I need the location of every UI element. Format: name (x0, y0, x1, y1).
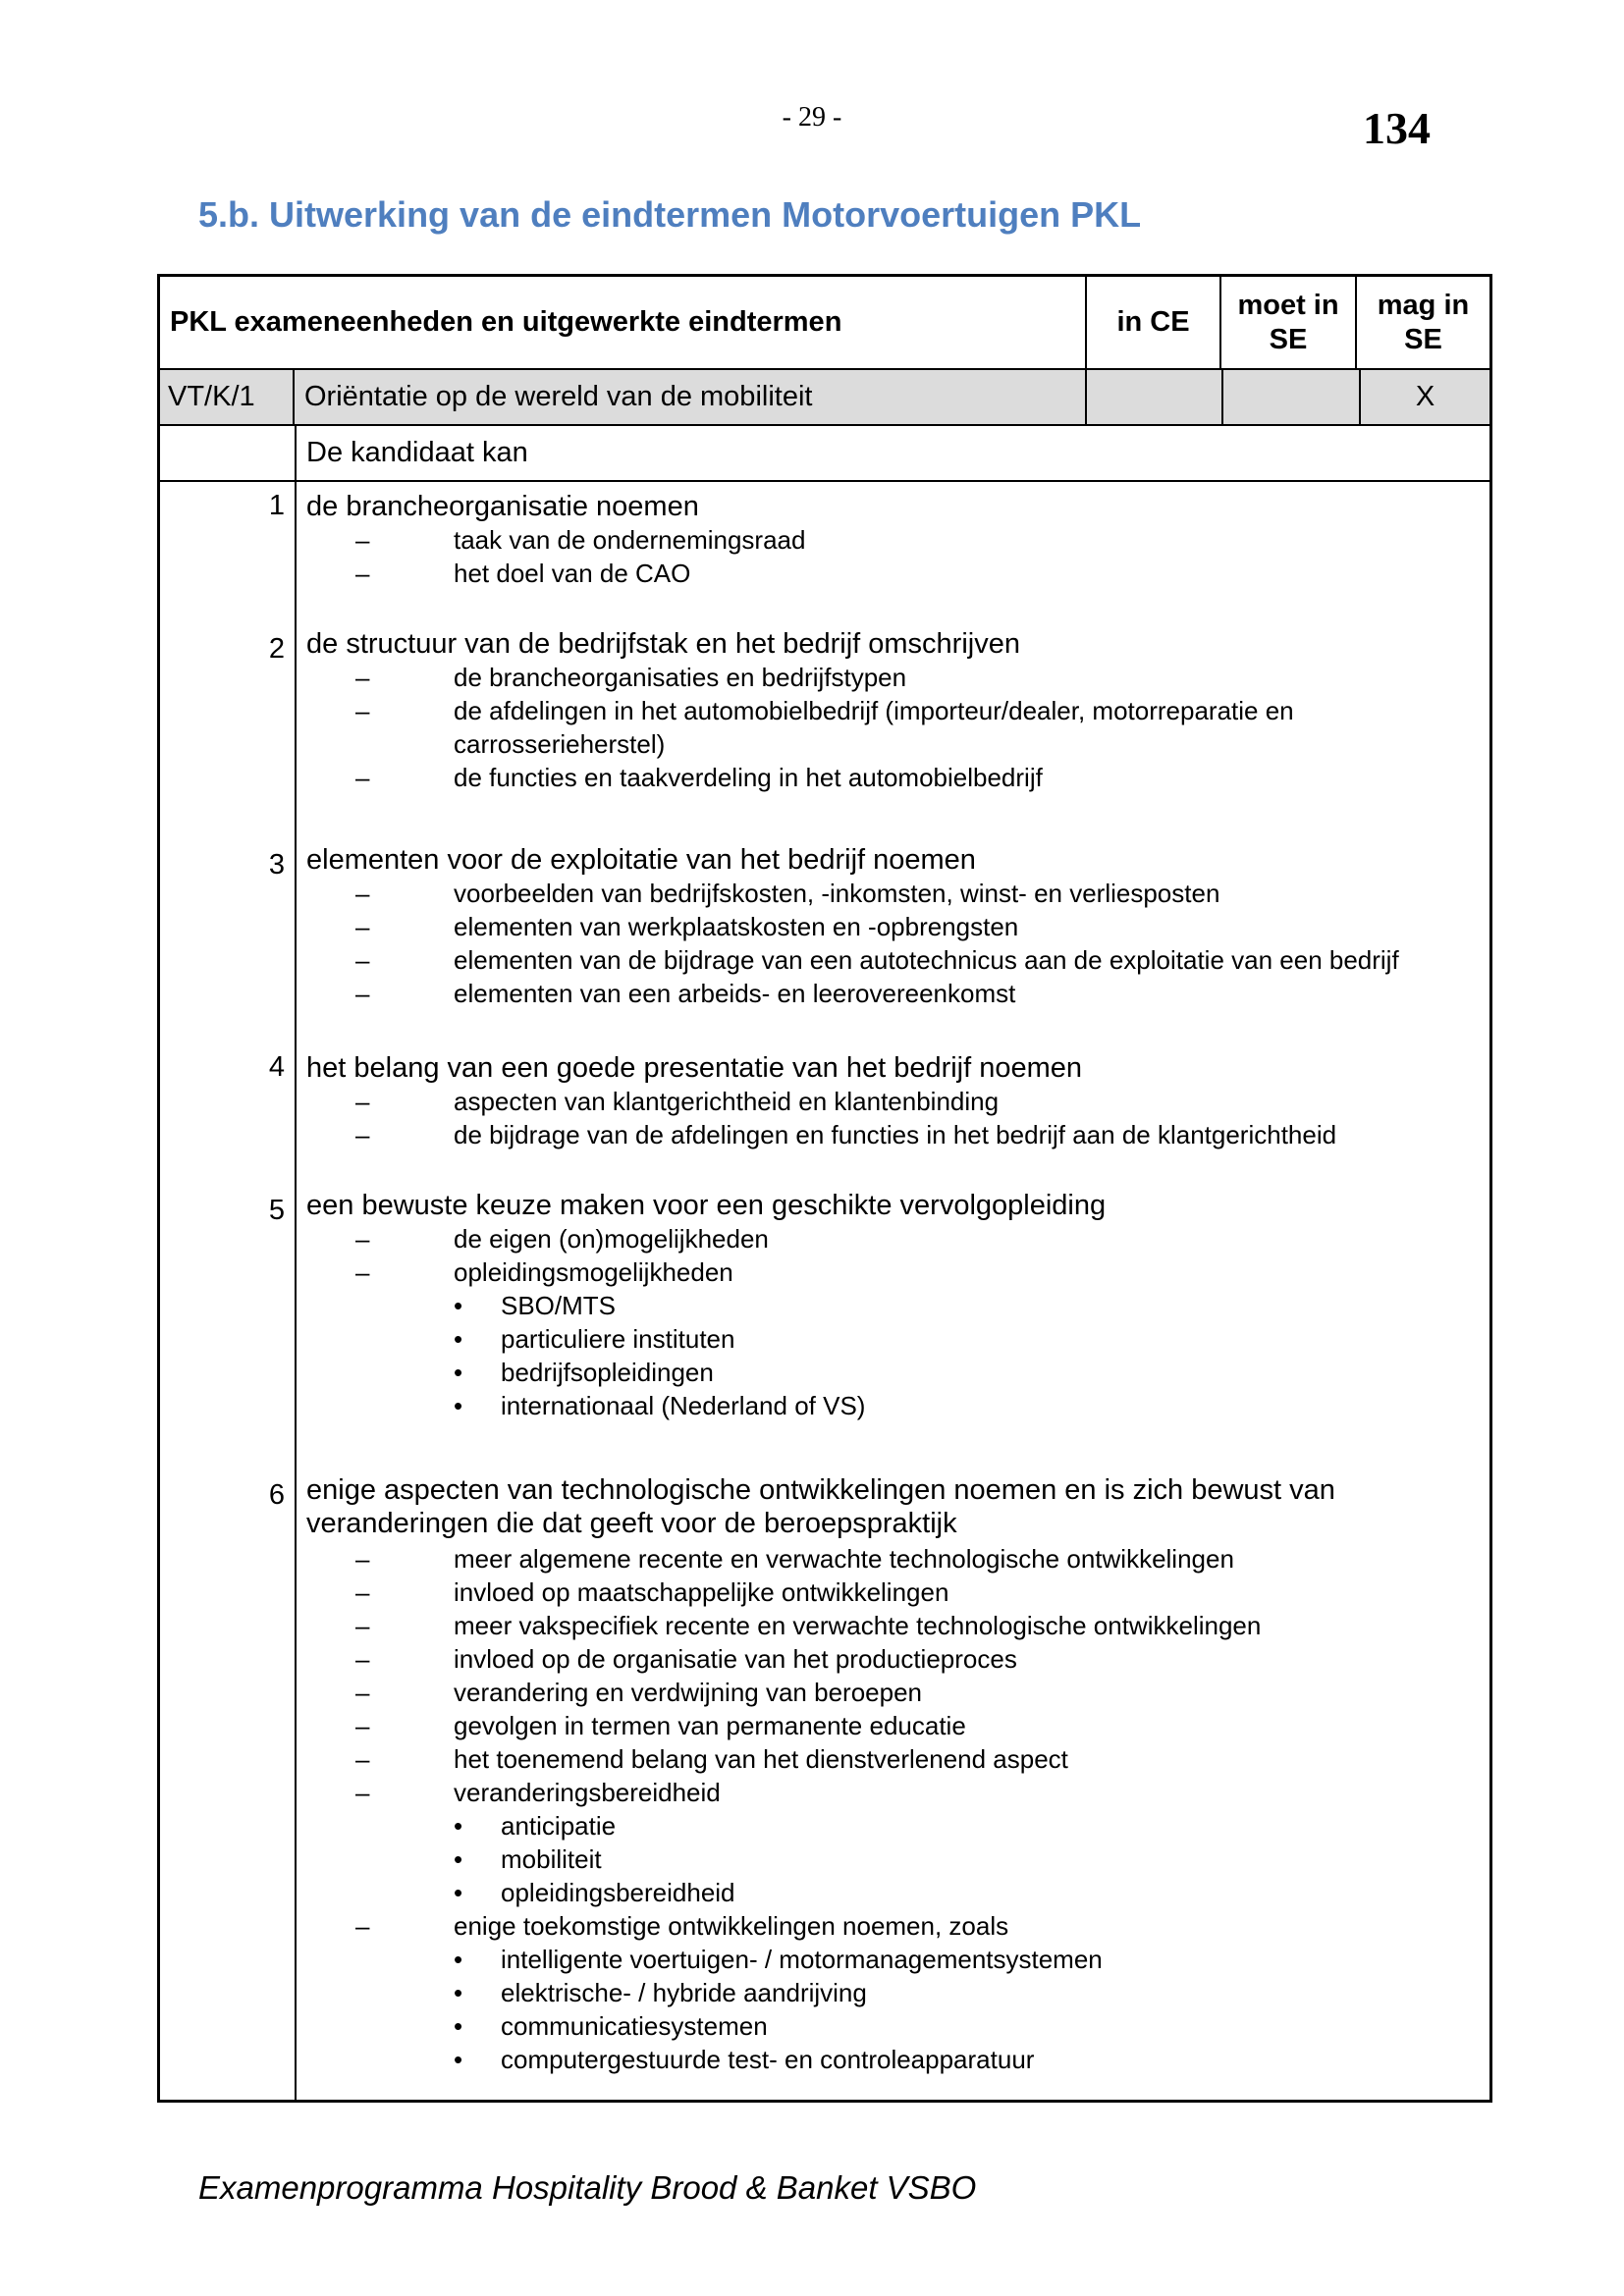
bullet-item-text: particuliere instituten (501, 1324, 735, 1354)
bullet-item (454, 1842, 602, 1876)
bullet-marker: • (454, 1811, 463, 1841)
item-number: 3 (268, 849, 285, 881)
sub-item (355, 1609, 1465, 1642)
dash-marker: – (355, 696, 370, 725)
document-number: 134 (1363, 103, 1431, 153)
sub-item-text: enige toekomstige ontwikkelingen noemen, zoals (454, 1911, 1009, 1941)
bullet-item-text: intelligente voertuigen- / motormanagementsystemen (501, 1945, 1103, 1974)
sub-item (355, 977, 1465, 1010)
dash-marker: – (355, 1744, 370, 1774)
item-number: 6 (268, 1479, 285, 1511)
sub-item-text: invloed op maatschappelijke ontwikkelingen (454, 1577, 949, 1607)
sub-item (355, 1742, 1465, 1776)
column-header-mag-in-se (1357, 277, 1489, 368)
sub-item-text: veranderingsbereidheid (454, 1778, 721, 1807)
unit-row (160, 370, 1489, 426)
sub-item (355, 1085, 1465, 1118)
unit-mag-in-se: X (1415, 381, 1435, 412)
dash-marker: – (355, 912, 370, 941)
item-title: de brancheorganisatie noemen (306, 491, 699, 522)
sub-item-text: meer vakspecifiek recente en verwachte technologische ontwikkelingen (454, 1611, 1262, 1640)
item-number: 1 (268, 490, 285, 521)
dash-marker: – (355, 1087, 370, 1116)
column-header-mag-line1: mag in (1377, 289, 1470, 321)
column-header-moet-line1: moet in (1237, 289, 1339, 321)
sub-item-text: elementen van werkplaatskosten en -opbrengsten (454, 912, 1019, 941)
bullet-item-text: elektrische- / hybride aandrijving (501, 1978, 867, 2007)
dash-marker: – (355, 1611, 370, 1640)
bullet-item (454, 1876, 735, 1909)
dash-marker: – (355, 979, 370, 1008)
item-title: het belang van een goede presentatie van het bedrijf noemen (306, 1052, 1083, 1084)
bullet-marker: • (454, 1945, 463, 1974)
bullet-marker: • (454, 2045, 463, 2074)
bullet-item (454, 2009, 768, 2043)
bullet-item-text: mobiliteit (501, 1844, 602, 1874)
sub-item-text: de eigen (on)mogelijkheden (454, 1224, 769, 1254)
intro-code-cell (160, 426, 297, 480)
bullet-marker: • (454, 1978, 463, 2007)
bullet-item (454, 1322, 734, 1356)
sub-item (355, 1709, 1465, 1742)
column-header-mag-line2: SE (1404, 323, 1442, 355)
sub-item-text: de afdelingen in het automobielbedrijf (importeur/dealer, motorreparatie en carrosserieherstel) (454, 696, 1294, 759)
column-header-moet-in-se (1221, 277, 1357, 368)
item-title: een bewuste keuze maken voor een geschikte vervolgopleiding (306, 1190, 1107, 1221)
sub-item (355, 1776, 1465, 1809)
dash-marker: – (355, 525, 370, 555)
sub-item-text: taak van de ondernemingsraad (454, 525, 806, 555)
dash-marker: – (355, 1544, 370, 1574)
intro-row (160, 426, 1489, 482)
sub-item-text: invloed op de organisatie van het productieproces (454, 1644, 1017, 1674)
bullet-item (454, 2043, 1034, 2076)
bullet-item (454, 1289, 616, 1322)
sub-item-text: verandering en verdwijning van beroepen (454, 1678, 922, 1707)
item-title: elementen voor de exploitatie van het bedrijf noemen (306, 844, 976, 876)
sub-item-text: het toenemend belang van het dienstverlenend aspect (454, 1744, 1068, 1774)
sub-item-text: aspecten van klantgerichtheid en klantenbinding (454, 1087, 1000, 1116)
dash-marker: – (355, 1711, 370, 1740)
page-number: - 29 - (782, 102, 842, 133)
dash-marker: – (355, 1577, 370, 1607)
bullet-marker: • (454, 1358, 463, 1387)
sub-item (355, 910, 1465, 943)
dash-marker: – (355, 1911, 370, 1941)
bullet-item-text: anticipatie (501, 1811, 617, 1841)
sub-item-text: elementen van de bijdrage van een autotechnicus aan de exploitatie van een bedrijf (454, 945, 1399, 975)
column-header-main: PKL exameneenheden en uitgewerkte eindtermen (160, 277, 1087, 368)
bullet-marker: • (454, 1324, 463, 1354)
bullet-marker: • (454, 2011, 463, 2041)
unit-title: Oriëntatie op de wereld van de mobiliteit (295, 370, 1087, 424)
dash-marker: – (355, 1224, 370, 1254)
bullet-item (454, 1809, 616, 1842)
item-number: 2 (268, 633, 285, 665)
bullet-item (454, 1976, 867, 2009)
bullet-item (454, 1356, 714, 1389)
section-title: 5.b. Uitwerking van de eindtermen Motorvoertuigen PKL (198, 194, 1142, 235)
eindtermen-table (157, 274, 1492, 2103)
bullet-item (454, 1943, 1103, 1976)
bullet-item-text: communicatiesystemen (501, 2011, 768, 2041)
dash-marker: – (355, 1678, 370, 1707)
bullet-item-text: computergestuurde test- en controleapparatuur (501, 2045, 1035, 2074)
dash-marker: – (355, 1120, 370, 1149)
sub-item (355, 1642, 1465, 1676)
column-header-moet-line2: SE (1269, 323, 1308, 355)
item-title: de structuur van de bedrijfstak en het bedrijf omschrijven (306, 628, 1020, 660)
unit-moet-in-se (1223, 370, 1361, 424)
dash-marker: – (355, 763, 370, 792)
sub-item (355, 1255, 1465, 1289)
dash-marker: – (355, 1257, 370, 1287)
bullet-item-text: SBO/MTS (501, 1291, 617, 1320)
bullet-item (454, 1389, 865, 1422)
sub-item (355, 694, 1465, 761)
sub-item (355, 1222, 1465, 1255)
sub-item-text: de functies en taakverdeling in het automobielbedrijf (454, 763, 1043, 792)
sub-item-text: voorbeelden van bedrijfskosten, -inkomsten, winst- en verliesposten (454, 879, 1220, 908)
sub-item-text: elementen van een arbeids- en leerovereenkomst (454, 979, 1016, 1008)
sub-item-text: opleidingsmogelijkheden (454, 1257, 733, 1287)
number-column (160, 482, 297, 2100)
sub-item (355, 1909, 1465, 1943)
sub-item-text: meer algemene recente en verwachte technologische ontwikkelingen (454, 1544, 1234, 1574)
dash-marker: – (355, 663, 370, 692)
footer-text: Examenprogramma Hospitality Brood & Banket VSBO (198, 2169, 977, 2206)
sub-item (355, 877, 1465, 910)
dash-marker: – (355, 945, 370, 975)
item-number: 5 (268, 1195, 285, 1226)
dash-marker: – (355, 1778, 370, 1807)
sub-item (355, 761, 1465, 794)
sub-item (355, 1676, 1465, 1709)
sub-item (355, 661, 1465, 694)
sub-item-text: gevolgen in termen van permanente educatie (454, 1711, 966, 1740)
table-header-row (160, 277, 1489, 370)
item-number: 4 (268, 1051, 285, 1083)
dash-marker: – (355, 559, 370, 588)
bullet-marker: • (454, 1844, 463, 1874)
bullet-marker: • (454, 1878, 463, 1907)
dash-marker: – (355, 879, 370, 908)
intro-text: De kandidaat kan (306, 437, 528, 468)
sub-item-text: de brancheorganisaties en bedrijfstypen (454, 663, 907, 692)
bullet-item-text: opleidingsbereidheid (501, 1878, 735, 1907)
unit-code: VT/K/1 (160, 370, 295, 424)
sub-item-text: het doel van de CAO (454, 559, 691, 588)
sub-item (355, 1575, 1465, 1609)
sub-item (355, 1118, 1465, 1151)
eindtermen-body (160, 482, 1489, 2100)
content-column (297, 482, 1489, 2100)
column-header-in-ce: in CE (1087, 277, 1221, 368)
sub-item (355, 523, 1465, 557)
bullet-item-text: bedrijfsopleidingen (501, 1358, 714, 1387)
unit-in-ce (1087, 370, 1223, 424)
sub-item (355, 943, 1465, 977)
bullet-marker: • (454, 1291, 463, 1320)
sub-item-text: de bijdrage van de afdelingen en functies in het bedrijf aan de klantgerichtheid (454, 1120, 1337, 1149)
sub-item (355, 1542, 1465, 1575)
dash-marker: – (355, 1644, 370, 1674)
bullet-item-text: internationaal (Nederland of VS) (501, 1391, 866, 1420)
item-title: enige aspecten van technologische ontwikkelingen noemen en is zich bewust van veranderingen die dat geeft voor de beroepspraktijk (306, 1474, 1335, 1539)
bullet-marker: • (454, 1391, 463, 1420)
sub-item (355, 557, 1465, 590)
